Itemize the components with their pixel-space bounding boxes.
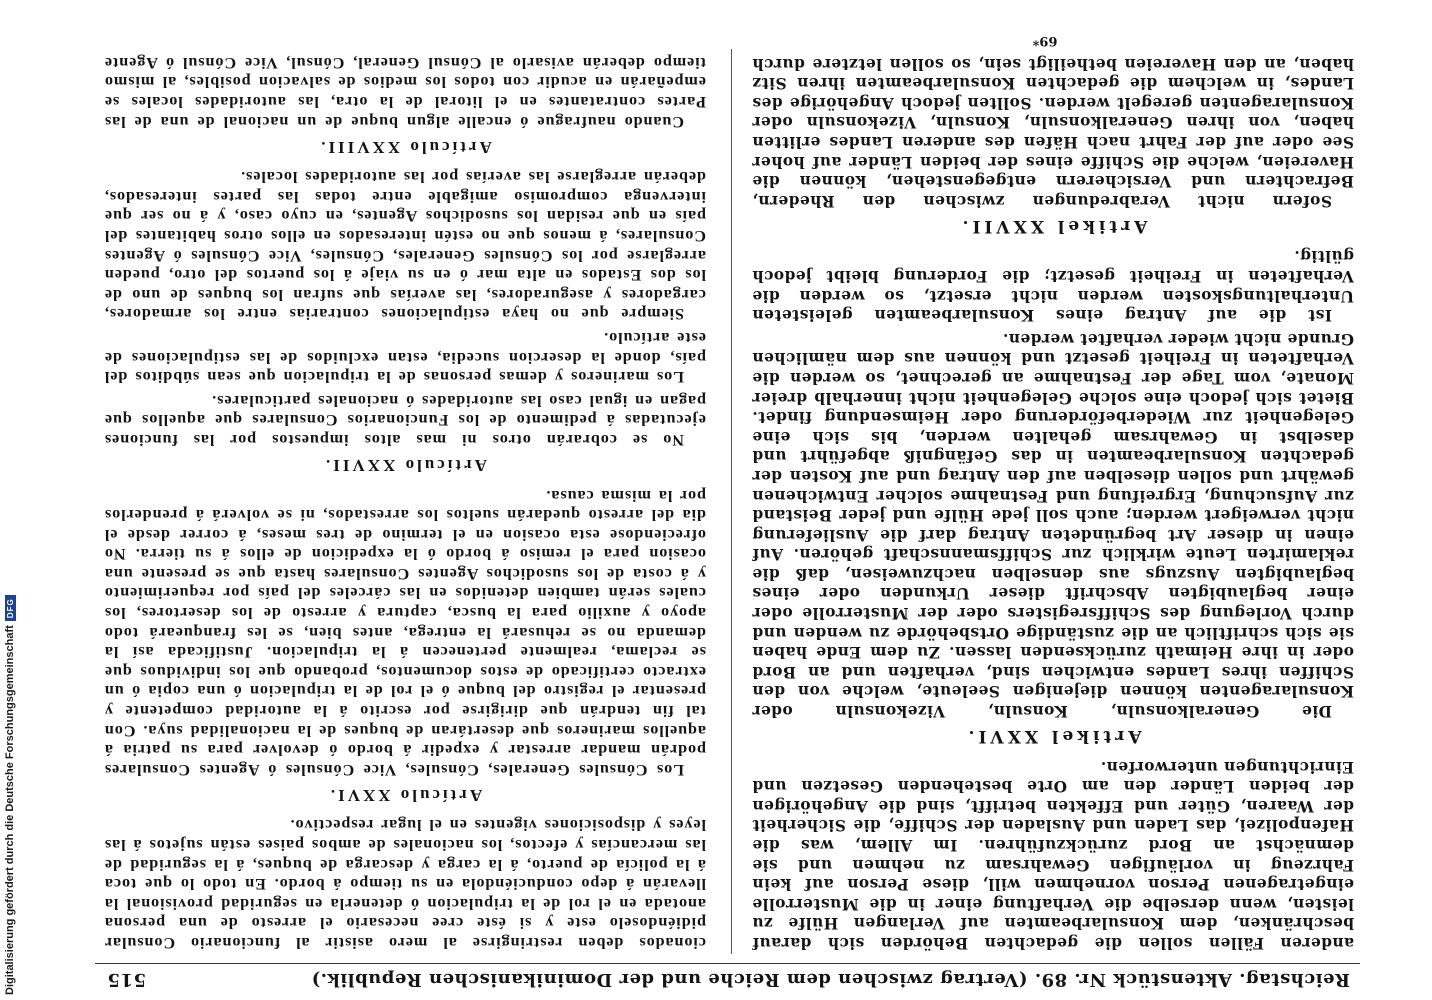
spanish-article-26-heading: Artículo XXVI. <box>327 785 483 805</box>
spanish-article-27-paragraph: Los marineros y demas personas de la tripulacion que sean súbditos del país, donde la desercion sucedia, estan excluidos de las estipulaciones de este artículo. <box>104 328 706 387</box>
german-article-26-paragraph: Ist die auf Antrag eines Konsularbeamten geleisteten Unterhaltungskosten werden nicht ersetzt, so werden die Verhafteten in Freiheit gesetzt; die Forderung bleibt jedoch gültig. <box>752 247 1354 325</box>
digitization-notice <box>4 595 16 995</box>
german-article-27-paragraph: Sofern nicht Verabredungen zwischen den Rhedern, Befrachtern und Versicherern entgegenstehen, können die Havereien, welche die Schiffe eines der beiden Länder auf hoher See oder auf der Fahrt nach Häfen des anderen Landes erlitten haben, von ihren Generalkonsuln, Konsuln, Vizekonsuln oder Konsularagenten geregelt werden. Sollten jedoch Angehörige des Landes, in welchem die gedachten Konsularbeamten ihren Sitz haben, an den Havereien betheiligt sein, so sollen letztere durch <box>752 54 1354 210</box>
spanish-article-27-paragraph: No se cobrarán otros ni mas altos impuestos por las funciones ejecutadas á pedimento de los Funcionarios Consulares que aquellos que pagan en igual caso las autoridades ó nacionales particulares. <box>104 391 706 449</box>
spanish-article-27-paragraph: Siempre que no haya estipulaciones contrarias entre los armadores, cargadores y aseguradores, las averías que sufran los buques de uno de los dos Estados en alta mar ó en su viaje á los puertos del otro, pueden arreglarse por los Cónsules Generales, Cónsules, Vice Cónsules ó Agentes Consulares, á menos que no estén interesados en ellos otros habitantes del país en que residan los susodichos Agentes, en cuyo caso, y á no ser que intervenga compromiso amigable entre todas las partes interesados, deberán arreglarse las averías por las autoridades locales. <box>104 168 706 324</box>
spanish-article-28-heading: Artículo XXVIII. <box>318 137 492 157</box>
spanish-intro-paragraph: cionados deben restringirse al mero asistir al funcionario Consular pidiéndoselo este y si éste cree necesario el arresto de una persona anotada en el rol de la tripulacion ó detenerla en seguridad provisional la llevarán á depo conduciéndola en su tiempo á bordo. En todo lo que toca á la policía de puerto, á la carga y descarga de buques, á la seguridad de las mercancías y efectos, los nacionales de ambos paises están sujetos á las leyes y disposiciones vigentes en el lugar respectivo. <box>104 816 706 952</box>
spanish-article-28-paragraph: Cuando naufrague ó encalle algun buque de un nacional de una de las Partes contratantes en el litoral de la otra, las autoridades locales se empeñarán en acudir con todos los medios de salvacion posibles, al mismo tiempo deberán avisarlo al Cónsul General, Cónsul, Vice Cónsul ó Agente <box>104 53 706 131</box>
page-header <box>95 963 1360 990</box>
german-column <box>752 52 1354 952</box>
spanish-column <box>104 52 706 952</box>
rotated-page-content <box>95 20 1360 990</box>
digitization-notice-text: Digitalisierung gefördert durch die Deutsche Forschungsgemeinschaft <box>4 625 16 995</box>
german-article-27-heading: Artikel XXVII. <box>958 215 1148 236</box>
spanish-article-27-heading: Artículo XXVII. <box>323 455 487 475</box>
sheet-signature: 69* <box>1032 33 1058 48</box>
german-intro-paragraph: anderen Fällen sollen die gedachten Behörden sich darauf beschränken, dem Konsularbeamten auf Verlangen Hülfe zu leisten, wenn derselbe die Verhaftung einer in die Musterrolle eingetragenen Person vornehmen will, diese Person auf kein Fahrzeug in vorläufigen Gewahrsam zu nehmen und sie demnächst an Bord zurückzuführen. Im Allem, was die Hafenpolizei, das Laden und Ausladen der Schiffe, die Sicherheit der Waaren, Güter und Effekten betrifft, sind die Angehörigen der beiden Länder den am Orte bestehenden Gesetzen und Einrichtungen unterworfen. <box>752 757 1354 952</box>
german-article-26-paragraph: Die Generalkonsuln, Konsuln, Vizekonsuln oder Konsularagenten können diejenigen Seeleute, welche von den Schiffen ihres Landes entwichen sind, verhaften und an Bord oder in ihre Heimath zurücksenden lassen. Zu dem Ende haben sie sich schriftlich an die zuständige Ortsbehörde zu wenden und durch Vorlegung des Schiffsregisters oder der Musterrolle oder einer beglaubigten Abschrift dieser Urkunden oder eines beglaubigten Auszugs aus denselben nachzuweisen, daß die reklamirten Leute wirklich zur Schiffsmannschaft gehören. Auf einen in dieser Art begründeten Antrag darf die Auslieferung nicht verweigert werden; auch soll jede Hülfe und jeder Beistand zur Aufsuchung, Ergreifung und Festnahme solcher Entwichenen gewährt und sollen dieselben auf den Antrag und auf Kosten der gedachten Konsularbeamten in das Gefängniß abgeführt und daselbst in Gewahrsam gehalten werden, bis sich eine Gelegenheit zur Wiederbeförderung oder Heimsendung findet. Bietet sich jedoch eine solche Gelegenheit nicht innerhalb dreier Monate, vom Tage der Festnahme an gerechnet, so werden die Verhafteten in Freiheit gesetzt und können aus dem nämlichen Grunde nicht wieder verhaftet werden. <box>752 329 1354 721</box>
page-number: 515 <box>107 969 147 990</box>
dfg-logo: DFG <box>5 595 16 621</box>
page-title: Reichstag. Aktenstück Nr. 89. (Vertrag zwischen dem Reiche und der Dominikanischen Republik.) <box>311 969 1350 990</box>
column-divider <box>731 49 732 954</box>
german-article-26-heading: Artikel XXVI. <box>964 726 1142 747</box>
spanish-article-26-paragraph: Los Cónsules Generales, Cónsules, Vice Cónsules ó Agentes Consulares podrán mandar arrestar y expedir á bordo ó devolver para su patria á aquellos marineros que desertáran de buques de la nacionalidad suya. Con tal fin tendrán que dirigirse por escrito á la autoridad competente y presentar el registro del buque ó el rol de la tripulacion ó una copia ó un extracto certificado de estos documentos, probando que los individuos que se reclama, realmente pertenecen á la tripulacion. Justificada así la demanda no se rehusará la entrega, antes bien, se les franqueará todo apoyo y auxilio para la busca, captura y arresto de los desertores, los cuales serán tambien detenidos en las cárceles del país por requerimiento y á costa de los susodichos Agentes Consulares hasta que se presente una ocasion para el remiso á bordo ó la expedicion de ellos á su tierra. No ofreciendose esta ocasion en el termino de tres meses, á correr desde el dia del arresto quedarán sueltos los arrestados, ni se volverá á prenderlos por la misma causa. <box>104 486 706 779</box>
